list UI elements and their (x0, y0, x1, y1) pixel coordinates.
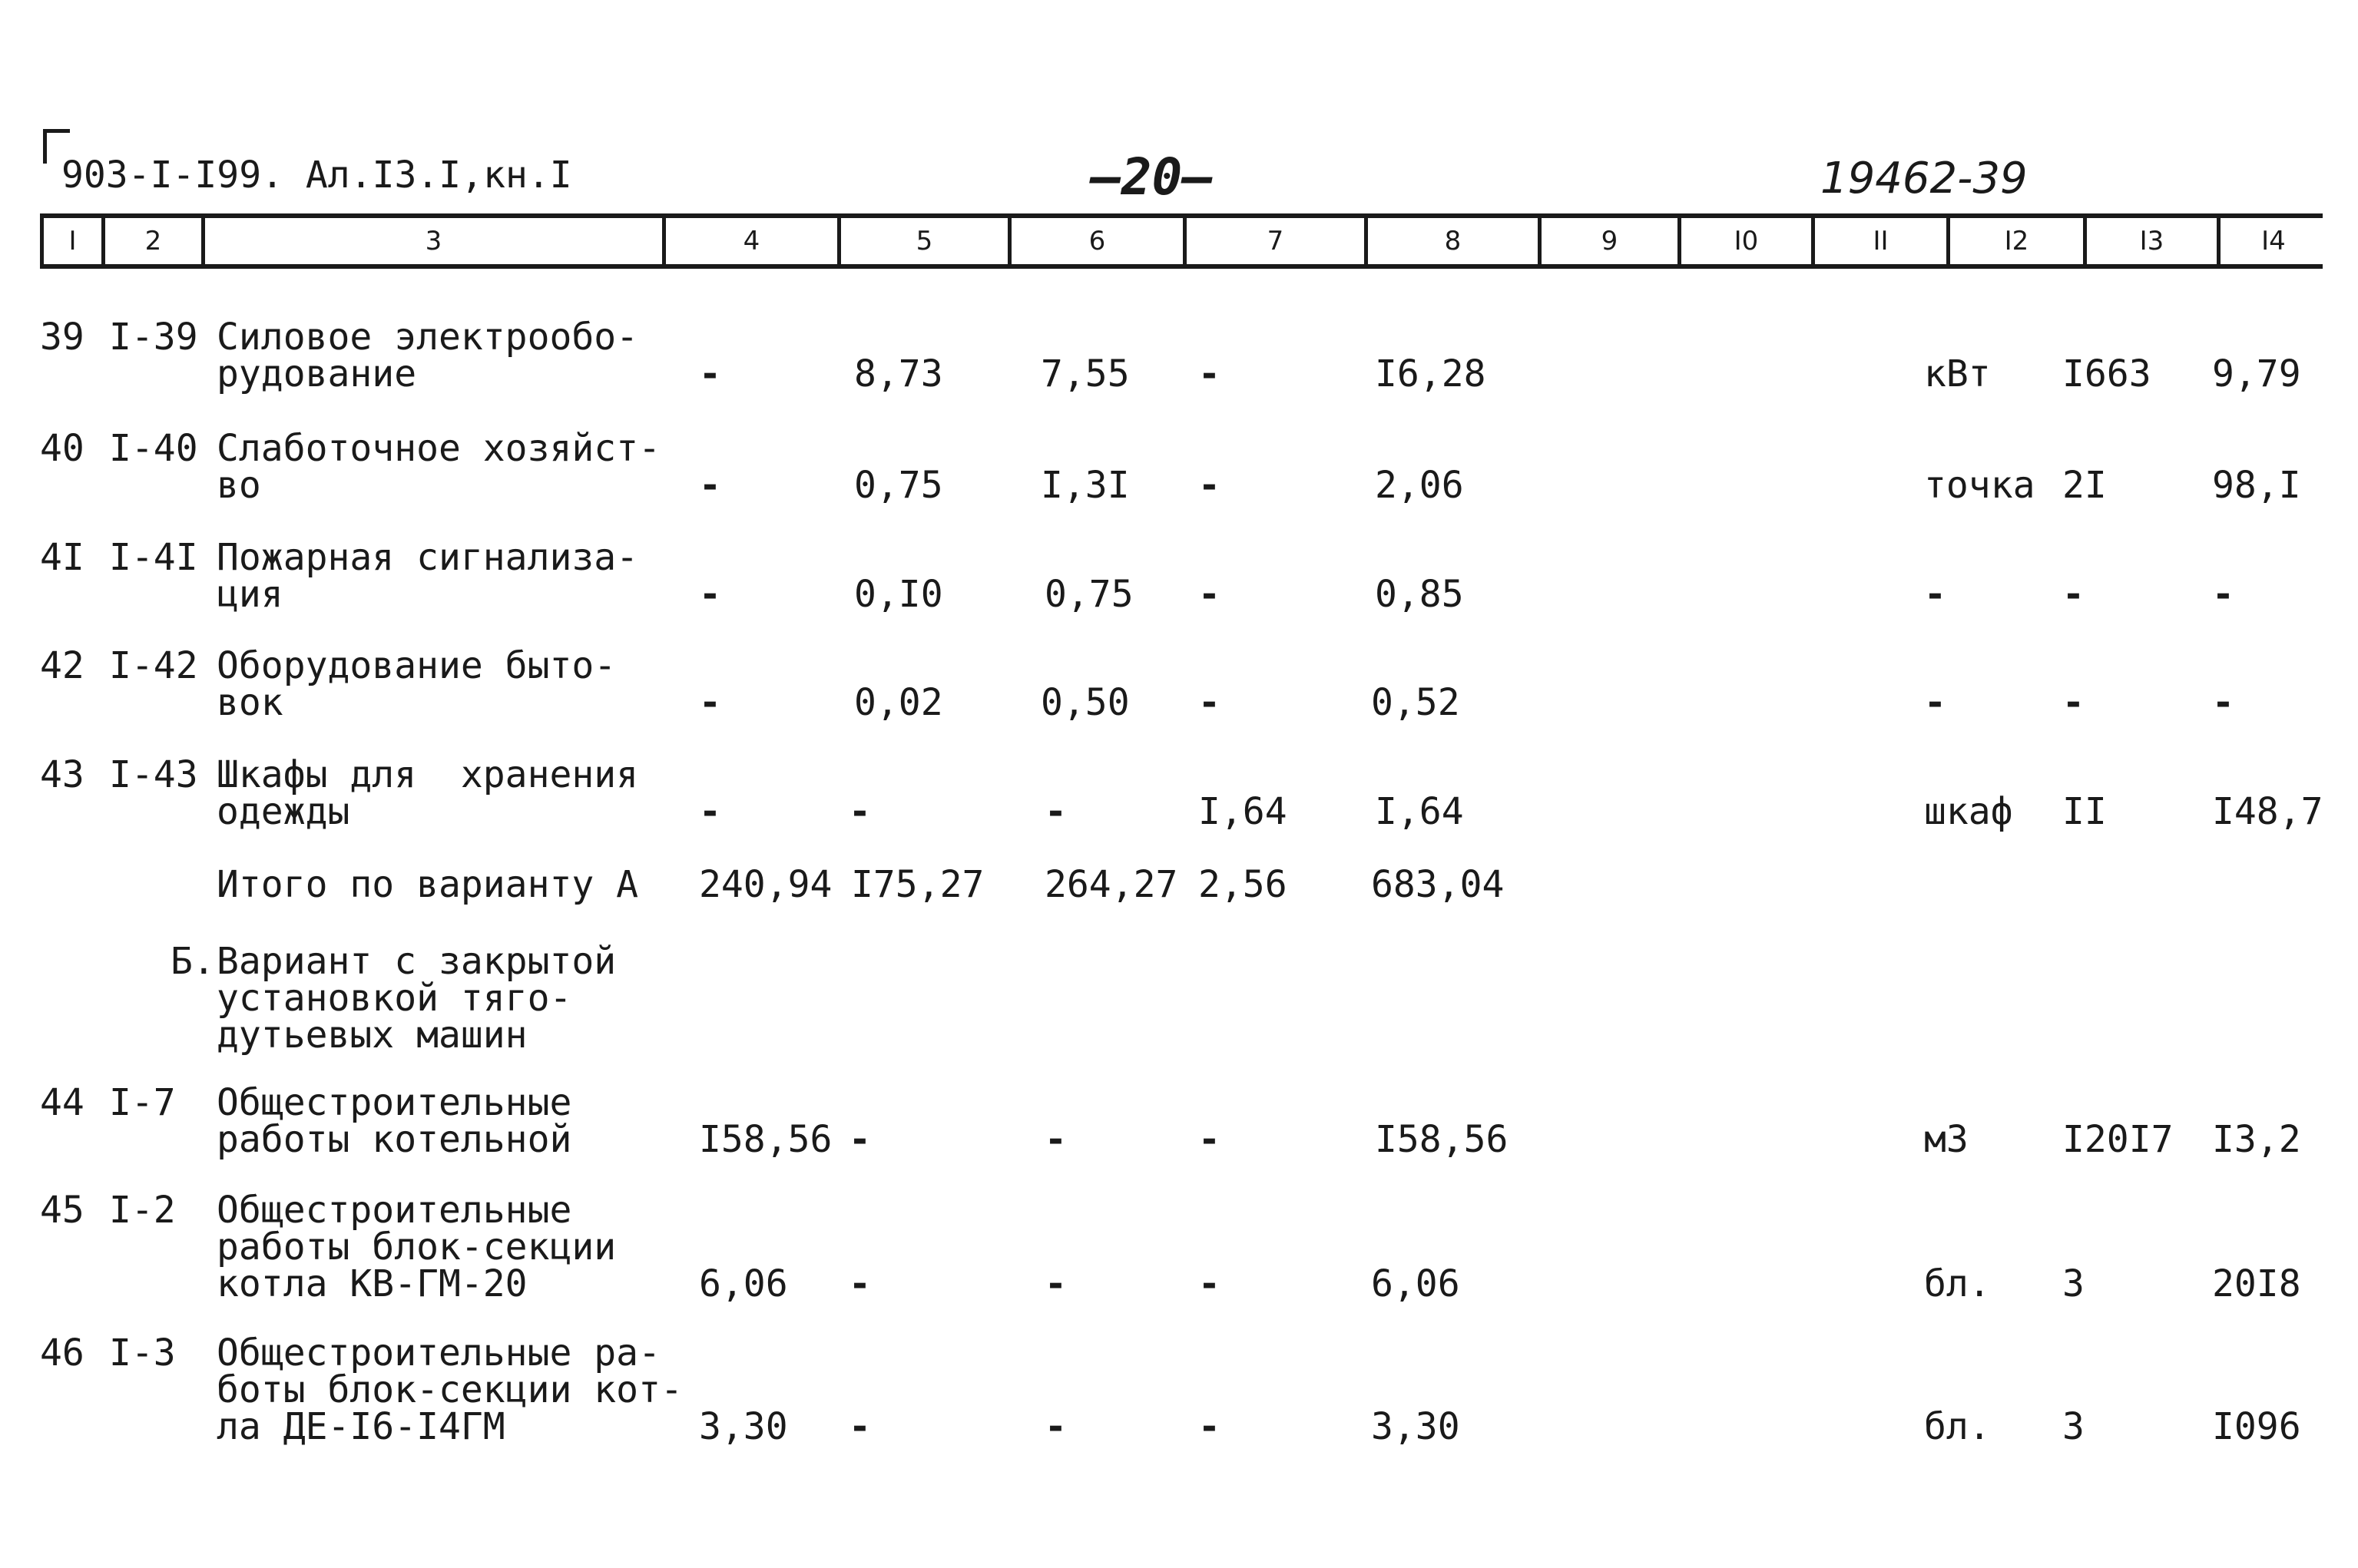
row-description-line: Пожарная сигнализа- (217, 536, 639, 579)
row-number: 45 (40, 1189, 84, 1232)
cell-col4: - (699, 464, 721, 507)
section-b-prefix: Б. (171, 940, 215, 983)
total-a-col5: I75,27 (851, 863, 985, 906)
row-code: I-43 (109, 753, 198, 796)
row-description-line: Силовое электрообо- (217, 316, 639, 359)
row-description-line: Общестроительные ра- (217, 1331, 661, 1374)
cell-col7: - (1198, 1405, 1220, 1448)
cell-col12-unit: бл. (1924, 1405, 1991, 1448)
cell-col13: 2I (2062, 464, 2107, 507)
section-b-line: Вариант с закрытой (217, 940, 617, 983)
cell-col12-unit: бл. (1924, 1262, 1991, 1305)
cell-col13: II (2062, 790, 2107, 833)
col-number-5: 5 (841, 218, 1012, 264)
cell-col8: 0,52 (1371, 681, 1460, 724)
row-code: I-7 (109, 1081, 176, 1124)
cell-col14: I3,2 (2212, 1118, 2301, 1161)
cell-col5: 8,73 (854, 352, 943, 395)
row-code: I-4I (109, 536, 198, 579)
col-number-8: 8 (1368, 218, 1542, 264)
col-number-1: I (44, 218, 105, 264)
page-number: —20— (1091, 147, 1213, 207)
row-number: 43 (40, 753, 84, 796)
cell-col13: 3 (2062, 1405, 2085, 1448)
cell-col8: 6,06 (1371, 1262, 1460, 1305)
cell-col12-unit: - (1924, 681, 1946, 724)
cell-col12-unit: м3 (1924, 1118, 1969, 1161)
cell-col13: I663 (2062, 352, 2151, 395)
cell-col4: - (699, 681, 721, 724)
cell-col12-unit: точка (1924, 464, 2035, 507)
row-description-line: Оборудование быто- (217, 644, 617, 687)
cell-col13: - (2062, 573, 2085, 616)
row-number: 4I (40, 536, 84, 579)
cell-col6: 7,55 (1041, 352, 1130, 395)
cell-col4: - (699, 352, 721, 395)
row-description-line: ция (217, 573, 283, 616)
row-description-line: одежды (217, 790, 350, 833)
row-description-line: котла КВ-ГМ-20 (217, 1262, 528, 1305)
cell-col8: I6,28 (1375, 352, 1486, 395)
row-code: I-2 (109, 1189, 176, 1232)
cell-col7: - (1198, 1118, 1220, 1161)
cell-col14: I096 (2212, 1405, 2301, 1448)
cell-col14: I48,7 (2212, 790, 2323, 833)
cell-col4: 6,06 (699, 1262, 788, 1305)
total-a-col4: 240,94 (699, 863, 833, 906)
row-description-line: работы котельной (217, 1118, 572, 1161)
cell-col5: - (849, 790, 871, 833)
row-description-line: Общестроительные (217, 1081, 572, 1124)
cell-col14: 20I8 (2212, 1262, 2301, 1305)
cell-col6: 0,75 (1045, 573, 1134, 616)
row-code: I-39 (109, 316, 198, 359)
cell-col7: - (1198, 573, 1220, 616)
col-number-12: I2 (1950, 218, 2087, 264)
cell-col8: I,64 (1375, 790, 1464, 833)
cell-col14: - (2212, 681, 2234, 724)
cell-col6: - (1045, 1262, 1067, 1305)
row-description-line: рудование (217, 352, 417, 395)
cell-col7: - (1198, 464, 1220, 507)
col-number-10: I0 (1681, 218, 1815, 264)
row-description-line: во (217, 464, 261, 507)
cell-col5: - (849, 1262, 871, 1305)
cell-col7: I,64 (1198, 790, 1287, 833)
row-description-line: вок (217, 681, 283, 724)
cell-col13: 3 (2062, 1262, 2085, 1305)
cell-col12-unit: - (1924, 573, 1946, 616)
document-code: 903-I-I99. Ал.I3.I,кн.I (61, 154, 572, 197)
total-a-col7: 2,56 (1198, 863, 1287, 906)
col-number-14: I4 (2261, 226, 2286, 256)
col-number-9: 9 (1542, 218, 1681, 264)
cell-col14: 98,I (2212, 464, 2301, 507)
cell-col4: 3,30 (699, 1405, 788, 1448)
cell-col6: I,3I (1041, 464, 1130, 507)
cell-col14: 9,79 (2212, 352, 2301, 395)
cell-col7: - (1198, 681, 1220, 724)
row-description-line: Слаботочное хозяйст- (217, 427, 661, 470)
cell-col13: - (2062, 681, 2085, 724)
col-number-11: II (1815, 218, 1950, 264)
row-code: I-3 (109, 1331, 176, 1374)
row-code: I-42 (109, 644, 198, 687)
cell-col6: - (1045, 1118, 1067, 1161)
row-description-line: ла ДЕ-I6-I4ГМ (217, 1405, 505, 1448)
col-number-6: 6 (1012, 218, 1187, 264)
col-number-2: 2 (105, 218, 205, 264)
row-number: 39 (40, 316, 84, 359)
total-a-col8: 683,04 (1371, 863, 1505, 906)
total-a-label: Итого по варианту А (217, 863, 639, 906)
cell-col5: - (849, 1405, 871, 1448)
row-number: 40 (40, 427, 84, 470)
cell-col6: - (1045, 1405, 1067, 1448)
column-number-header (40, 213, 2323, 269)
cell-col14: - (2212, 573, 2234, 616)
cell-col7: - (1198, 352, 1220, 395)
section-b-line: установкой тяго- (217, 977, 572, 1020)
row-description-line: Общестроительные (217, 1189, 572, 1232)
row-description-line: Шкафы для хранения (217, 753, 639, 796)
row-number: 44 (40, 1081, 84, 1124)
cell-col8: 2,06 (1375, 464, 1464, 507)
cell-col4: - (699, 573, 721, 616)
row-number: 42 (40, 644, 84, 687)
cell-col5: 0,I0 (854, 573, 943, 616)
col-number-13: I3 (2087, 218, 2221, 264)
row-description-line: боты блок-секции кот- (217, 1368, 683, 1411)
row-code: I-40 (109, 427, 198, 470)
row-description-line: работы блок-секции (217, 1226, 617, 1269)
row-number: 46 (40, 1331, 84, 1374)
cell-col12-unit: шкаф (1924, 790, 2013, 833)
col-number-7: 7 (1187, 218, 1368, 264)
cell-col12-unit: кВт (1924, 352, 1991, 395)
cell-col5: - (849, 1118, 871, 1161)
cell-col5: 0,02 (854, 681, 943, 724)
col-number-4: 4 (666, 218, 841, 264)
cell-col5: 0,75 (854, 464, 943, 507)
cell-col8: 3,30 (1371, 1405, 1460, 1448)
cell-col8: I58,56 (1375, 1118, 1509, 1161)
cell-col13: I20I7 (2062, 1118, 2174, 1161)
cell-col7: - (1198, 1262, 1220, 1305)
col-number-3: 3 (205, 218, 666, 264)
cell-col4: - (699, 790, 721, 833)
cell-col6: - (1045, 790, 1067, 833)
sheet-code: 19462-39 (1820, 154, 2028, 203)
total-a-col6: 264,27 (1045, 863, 1178, 906)
cell-col8: 0,85 (1375, 573, 1464, 616)
cell-col6: 0,50 (1041, 681, 1130, 724)
section-b-line: дутьевых машин (217, 1014, 528, 1057)
cell-col4: I58,56 (699, 1118, 833, 1161)
